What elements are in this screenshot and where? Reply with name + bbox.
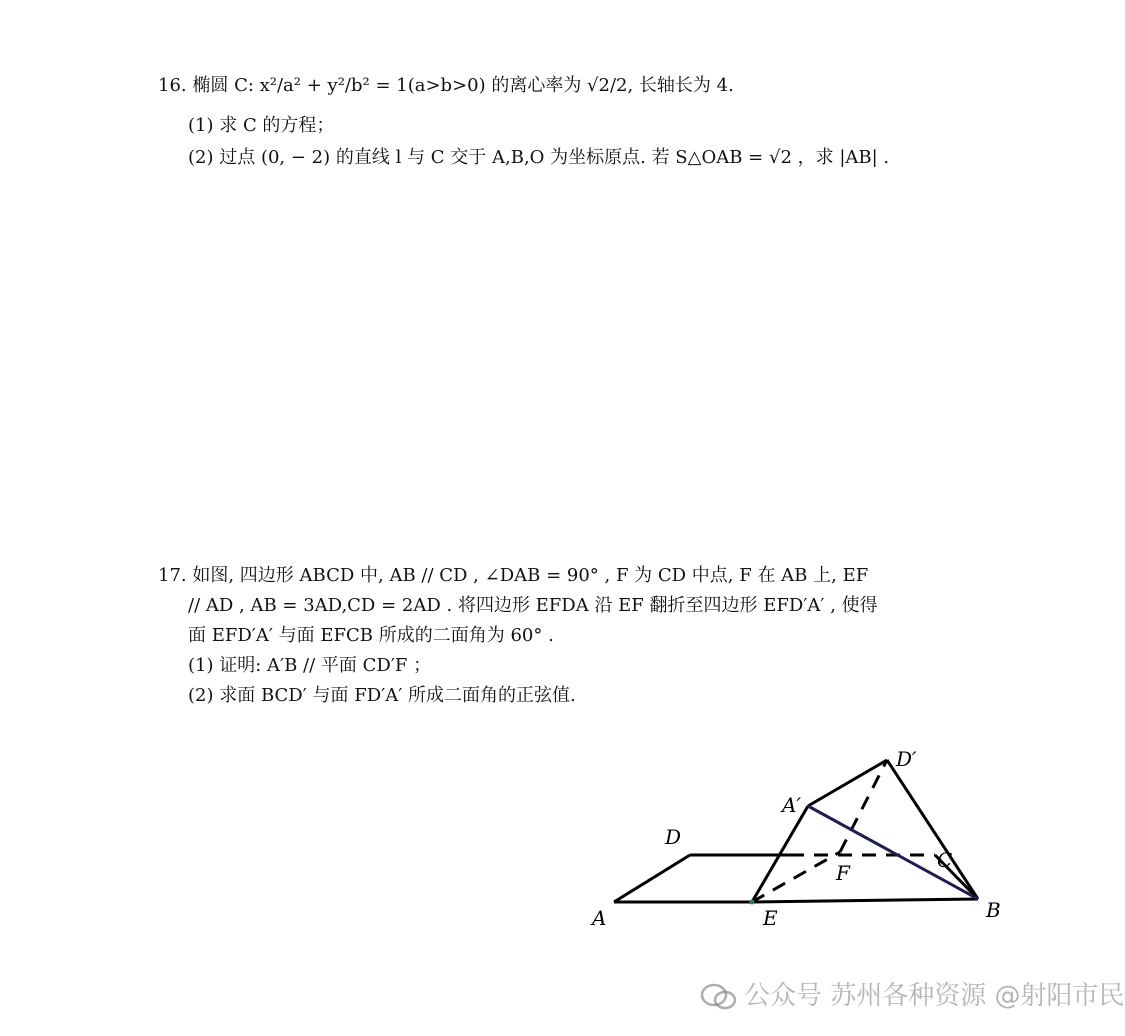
problem17-line-1: 17. 如图, 四边形 ABCD 中, AB // CD , ∠DAB = 90° , F 为 CD 中点, F 在 AB 上, EF [158, 565, 869, 586]
wechat-icon [700, 982, 738, 1012]
label-F: F [836, 861, 850, 885]
problem16-line-2: (1) 求 C 的方程； [188, 115, 335, 136]
edge-AD [614, 855, 690, 902]
edge-EB [752, 899, 978, 902]
label-D: D [665, 825, 682, 849]
label-A: A [592, 906, 607, 930]
label-E: E [763, 906, 778, 930]
segment-A-prime-B [808, 806, 978, 899]
edge-D-prime-B [887, 760, 978, 899]
point-E-marker [750, 900, 755, 905]
label-A-prime: A′ [782, 793, 801, 817]
problem17-line-3: 面 EFD′A′ 与面 EFCB 所成的二面角为 60° . [188, 625, 554, 646]
problem16-line-1: 16. 椭圆 C: x²/a² + y²/b² = 1(a>b>0) 的离心率为 √2/2, 长轴长为 4. [158, 75, 734, 96]
problem17-line-2: // AD , AB = 3AD,CD = 2AD . 将四边形 EFDA 沿 EF 翻折至四边形 EFD′A′ , 使得 [188, 595, 878, 616]
label-B: B [986, 898, 1001, 922]
problem17-line-5: (2) 求面 BCD′ 与面 FD′A′ 所成二面角的正弦值. [188, 685, 576, 706]
label-D-prime: D′ [896, 747, 917, 771]
watermark [700, 975, 1125, 1012]
label-C: C [937, 848, 953, 872]
problem16-line-3: (2) 过点 (0, − 2) 的直线 l 与 C 交于 A,B,O 为坐标原点. 若 S△OAB = √2 ，求 |AB| . [188, 147, 890, 168]
watermark-text: 公众号 苏州各种资源 @射阳市民 [744, 981, 1125, 1011]
problem17-line-4: (1) 证明: A′B // 平面 CD′F ； [188, 655, 432, 676]
